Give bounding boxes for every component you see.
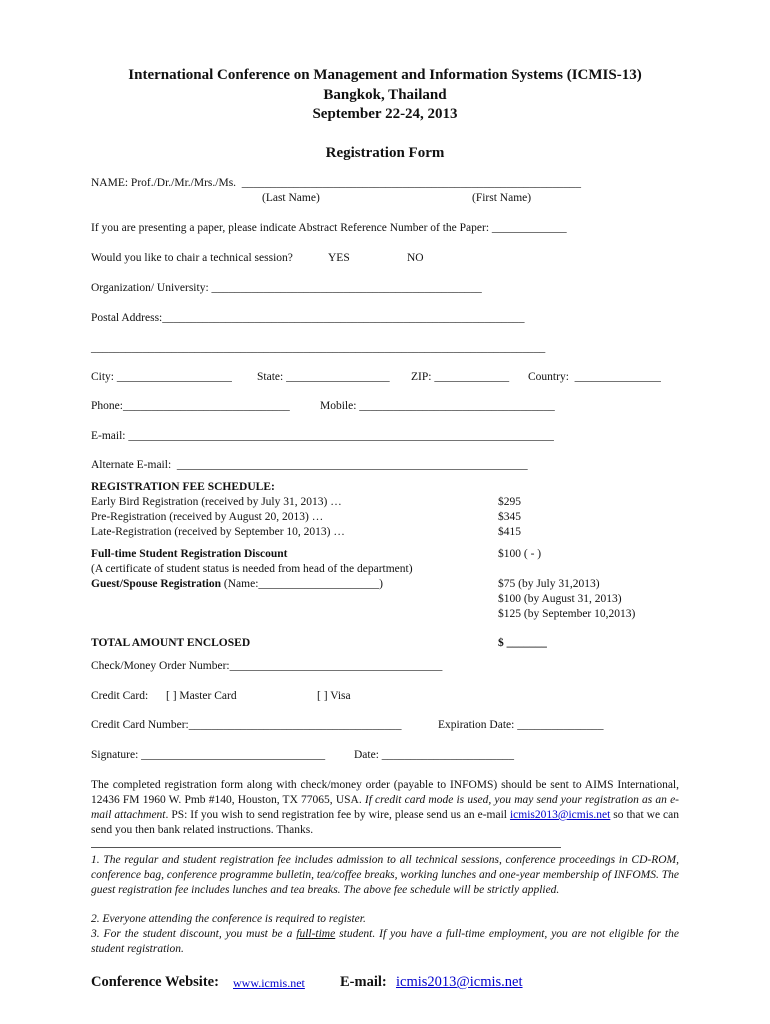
note-3-text: 3. For the student discount, you must be a	[91, 928, 297, 940]
divider	[91, 847, 561, 848]
fee-item-amount: $345	[498, 511, 521, 523]
fee-item-label: Pre-Registration (received by August 20, 2013) …	[91, 511, 324, 523]
abstract-number-field[interactable]: If you are presenting a paper, please indicate Abstract Reference Number of the Paper: _____________	[91, 222, 567, 234]
fee-item-label: Early Bird Registration (received by July 31, 2013) …	[91, 496, 342, 508]
fee-schedule-title: REGISTRATION FEE SCHEDULE:	[91, 481, 275, 493]
conference-title: International Conference on Management and Information Systems (ICMIS-13)	[128, 67, 642, 83]
mobile-field[interactable]: Mobile: __________________________________	[320, 400, 555, 412]
instructions-italic: If credit card mode is used, you may send your registration as an e-mail attachment	[91, 794, 680, 821]
postal-address-line2[interactable]: _______________________________________________________________________________	[91, 342, 546, 354]
total-amount-field[interactable]: $ _______	[498, 637, 547, 649]
country-field[interactable]: Country: _______________	[528, 371, 661, 383]
chair-yes-option[interactable]: YES	[328, 252, 350, 264]
guest-amount: $100 (by August 31, 2013)	[498, 593, 622, 605]
email-link[interactable]: icmis2013@icmis.net	[396, 974, 523, 990]
mastercard-checkbox[interactable]: [ ] Master Card	[166, 690, 237, 702]
note-3-underline: full-time	[296, 928, 336, 940]
student-discount-note: (A certificate of student status is needed from head of the department)	[91, 563, 413, 575]
conference-dates: September 22-24, 2013	[312, 106, 458, 122]
instructions-text-2: . PS: If you wish to send registration fee by wire, please send us an e-mail	[165, 809, 510, 821]
date-field[interactable]: Date: _______________________	[354, 749, 515, 761]
card-number-field[interactable]: Credit Card Number:_____________________________________	[91, 719, 402, 731]
visa-checkbox[interactable]: [ ] Visa	[317, 690, 351, 702]
instructions-text: The completed registration form along with check/money order (payable to INFOMS) should be sent to AIMS International, 12436 FM 1960 W. Pmb #140, Houston, TX 77065, USA.	[91, 779, 679, 806]
guest-registration	[91, 578, 383, 590]
conference-location: Bangkok, Thailand	[323, 87, 447, 103]
note-3	[91, 927, 679, 957]
guest-amount: $75 (by July 31,2013)	[498, 578, 600, 590]
instructions-end: so that we can send you then bank related instructions. Thanks.	[91, 809, 680, 836]
note-2: 2. Everyone attending the conference is required to register.	[91, 913, 366, 925]
zip-field[interactable]: ZIP: _____________	[411, 371, 510, 383]
student-discount-title: Full-time Student Registration Discount	[91, 548, 288, 560]
email-label: E-mail:	[340, 974, 387, 990]
note-1: 1. The regular and student registration fee includes admission to all technical sessions, conference proceedings in CD-ROM, conference bag, conference programme bulletin, tea/coffee breaks, working lunches and one-year membership of INFOMS. The guest registration fee includes lunches and tea breaks. The above fee schedule will be strictly applied.	[91, 854, 679, 896]
chair-no-option[interactable]: NO	[407, 252, 424, 264]
total-amount-label: TOTAL AMOUNT ENCLOSED	[91, 637, 251, 649]
submission-instructions	[91, 778, 679, 838]
signature-field[interactable]: Signature: ________________________________	[91, 749, 326, 761]
check-number-field[interactable]: Check/Money Order Number:_____________________________________	[91, 660, 443, 672]
last-name-label: (Last Name)	[262, 192, 320, 204]
fee-item-amount: $295	[498, 496, 521, 508]
email-field[interactable]: E-mail: __________________________________________________________________________	[91, 430, 554, 442]
guest-name-field[interactable]: (Name:_____________________)	[221, 578, 383, 590]
guest-amount: $125 (by September 10,2013)	[498, 608, 636, 620]
postal-address-field[interactable]: Postal Address:_______________________________________________________________	[91, 312, 525, 324]
expiration-date-field[interactable]: Expiration Date: _______________	[438, 719, 604, 731]
instructions-email-link[interactable]: icmis2013@icmis.net	[509, 809, 611, 821]
fee-item-amount: $415	[498, 526, 521, 538]
organization-field[interactable]: Organization/ University: _______________________________________________	[91, 282, 482, 294]
state-field[interactable]: State: __________________	[257, 371, 390, 383]
chair-session-question: Would you like to chair a technical session?	[91, 252, 293, 264]
credit-card-label: Credit Card:	[91, 690, 149, 702]
student-discount-amount: $100 ( - )	[498, 548, 542, 560]
note-3-text-2: student. If you have a full-time employment, you are not eligible for the student registration.	[91, 928, 679, 955]
website-label: Conference Website:	[91, 974, 219, 990]
alternate-email-field[interactable]: Alternate E-mail: _____________________________________________________________	[91, 459, 528, 471]
form-title: Registration Form	[325, 145, 445, 161]
website-link[interactable]: www.icmis.net	[233, 976, 305, 990]
first-name-label: (First Name)	[472, 192, 532, 204]
fee-item-label: Late-Registration (received by September 10, 2013) …	[91, 526, 345, 538]
guest-registration-title: Guest/Spouse Registration	[91, 578, 222, 590]
phone-field[interactable]: Phone:_____________________________	[91, 400, 290, 412]
city-field[interactable]: City: ____________________	[91, 371, 232, 383]
name-field[interactable]: NAME: Prof./Dr./Mr./Mrs./Ms. ___________________________________________________________	[91, 177, 582, 189]
